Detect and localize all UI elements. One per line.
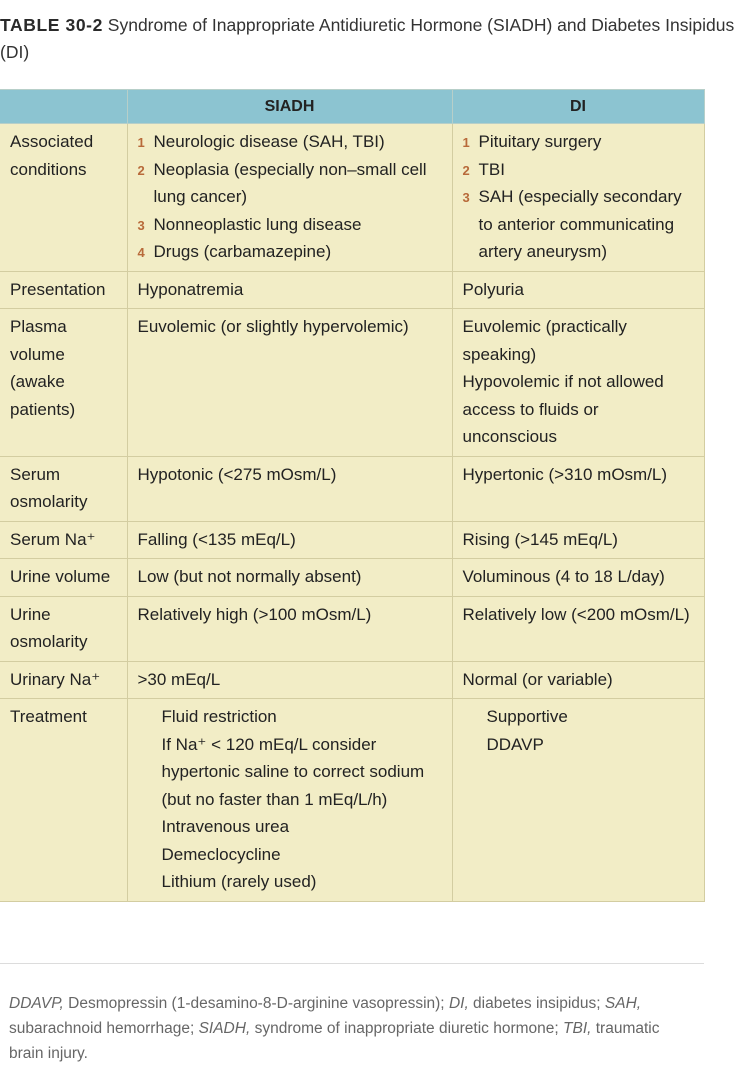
item-text: SAH (especially secondary to anterior communicating artery aneurysm) (478, 187, 682, 261)
table-row (0, 661, 704, 699)
cell-line: Polyuria (462, 279, 524, 299)
cell-line: Falling (<135 mEq/L) (137, 529, 296, 549)
di-cell (452, 661, 704, 699)
list-item: Demeclocycline (161, 844, 281, 864)
footnote-abbr: TBI, (563, 1020, 592, 1037)
siadh-cell (127, 559, 452, 597)
table-row (0, 271, 704, 309)
di-cell (452, 559, 704, 597)
cell-line: Euvolemic (practically speaking) (462, 317, 627, 364)
di-cell (452, 309, 704, 457)
item-text: Drugs (carbamazepine) (153, 242, 332, 261)
cell-line: Hyponatremia (137, 279, 244, 299)
di-cell (452, 596, 704, 661)
siadh-cell (127, 661, 452, 699)
row-label: Associated conditions (0, 124, 127, 272)
item-number: 2 (137, 162, 145, 178)
item-number: 3 (462, 190, 470, 205)
list-item: Lithium (rarely used) (161, 872, 317, 891)
footnote-definition: syndrome of inappropriate diuretic hormone; (250, 1020, 564, 1037)
item-number: 1 (137, 135, 145, 150)
di-cell (452, 456, 704, 521)
list-item: DDAVP (486, 734, 544, 754)
item-text: TBI (478, 159, 505, 179)
footnote-abbr: DDAVP, (9, 995, 64, 1012)
table-row (0, 559, 704, 597)
cell-line: Rising (>145 mEq/L) (462, 529, 618, 549)
cell-line: Hypovolemic if not allowed access to fluids or unconscious (462, 372, 664, 446)
numbered-list (138, 128, 444, 266)
table-label: TABLE 30-2 (0, 15, 103, 35)
footnote-abbr: SAH, (604, 995, 642, 1012)
plain-list (463, 703, 696, 758)
table-row (0, 596, 704, 661)
footnote-definition: diabetes insipidus; (468, 995, 605, 1012)
list-item (138, 211, 444, 239)
cell-line: Low (but not normally absent) (137, 567, 362, 586)
list-item: If Na⁺ < 120 mEq/L consider hypertonic saline to correct sodium (but no faster than 1 mEq/L/h) (161, 734, 425, 809)
cell-line: Hypotonic (<275 mOsm/L) (137, 464, 337, 484)
table-caption (0, 12, 754, 66)
row-label: Urine volume (0, 559, 127, 597)
footnote-text (0, 964, 704, 1066)
row-label: Treatment (0, 699, 127, 902)
row-label: Urine osmolarity (0, 596, 127, 661)
siadh-cell (127, 124, 452, 272)
siadh-cell (127, 309, 452, 457)
item-number: 2 (462, 162, 470, 178)
list-item (463, 128, 696, 156)
table-footnote (0, 963, 704, 1064)
footnote-definition: Desmopressin (1-desamino-8-D-arginine vasopressin); (63, 995, 449, 1012)
siadh-cell (127, 456, 452, 521)
cell-line: Hypertonic (>310 mOsm/L) (462, 464, 668, 484)
item-text: Neoplasia (especially non–small cell lung cancer) (153, 159, 427, 206)
item-text: Neurologic disease (SAH, TBI) (153, 132, 385, 151)
table-row (0, 699, 704, 902)
cell-line: Relatively low (<200 mOsm/L) (462, 604, 690, 624)
table-row (0, 309, 704, 457)
item-text: Nonneoplastic lung disease (153, 214, 362, 234)
list-item (463, 156, 696, 184)
siadh-cell (127, 596, 452, 661)
siadh-cell (127, 271, 452, 309)
siadh-cell (127, 521, 452, 559)
row-label: Serum Na⁺ (0, 521, 127, 559)
list-item: Supportive (486, 707, 568, 726)
list-item (138, 238, 444, 266)
footnote-abbr: SIADH, (198, 1020, 251, 1037)
footnote-abbr: DI, (448, 995, 469, 1012)
plain-list (138, 703, 444, 896)
item-number: 3 (137, 217, 145, 233)
di-cell (452, 699, 704, 902)
cell-line: Normal (or variable) (462, 669, 613, 689)
row-label: Serum osmolarity (0, 456, 127, 521)
cell-line: Relatively high (>100 mOsm/L) (137, 604, 372, 624)
item-number: 1 (462, 135, 470, 150)
row-label: Presentation (0, 271, 127, 309)
row-label: Plasma volume (awake patients) (0, 309, 127, 457)
table-row (0, 124, 704, 272)
comparison-table (0, 89, 705, 902)
di-cell (452, 271, 704, 309)
di-cell (452, 124, 704, 272)
siadh-cell (127, 699, 452, 902)
table-row (0, 456, 704, 521)
header-di: DI (452, 90, 704, 124)
list-item (138, 128, 444, 156)
list-item (138, 156, 444, 211)
cell-line: >30 mEq/L (137, 669, 221, 689)
table-title: Syndrome of Inappropriate Antidiuretic Hormone (SIADH) and Diabetes Insipidus (DI) (0, 15, 735, 62)
page-gap (704, 963, 754, 1050)
di-cell (452, 521, 704, 559)
row-label: Urinary Na⁺ (0, 661, 127, 699)
list-item: Intravenous urea (161, 817, 290, 836)
footnote-definition: traumatic brain injury. (9, 1020, 660, 1062)
item-text: Pituitary surgery (478, 132, 602, 151)
list-item (463, 183, 696, 266)
header-row (0, 90, 704, 124)
footnote-definition: subarachnoid hemorrhage; (9, 1020, 199, 1037)
cell-line: Euvolemic (or slightly hypervolemic) (137, 317, 409, 336)
table-row (0, 521, 704, 559)
header-siadh: SIADH (127, 90, 452, 124)
item-number: 4 (137, 245, 145, 260)
numbered-list (463, 128, 696, 266)
header-empty (0, 90, 127, 124)
cell-line: Voluminous (4 to 18 L/day) (462, 567, 665, 586)
list-item: Fluid restriction (161, 707, 277, 726)
